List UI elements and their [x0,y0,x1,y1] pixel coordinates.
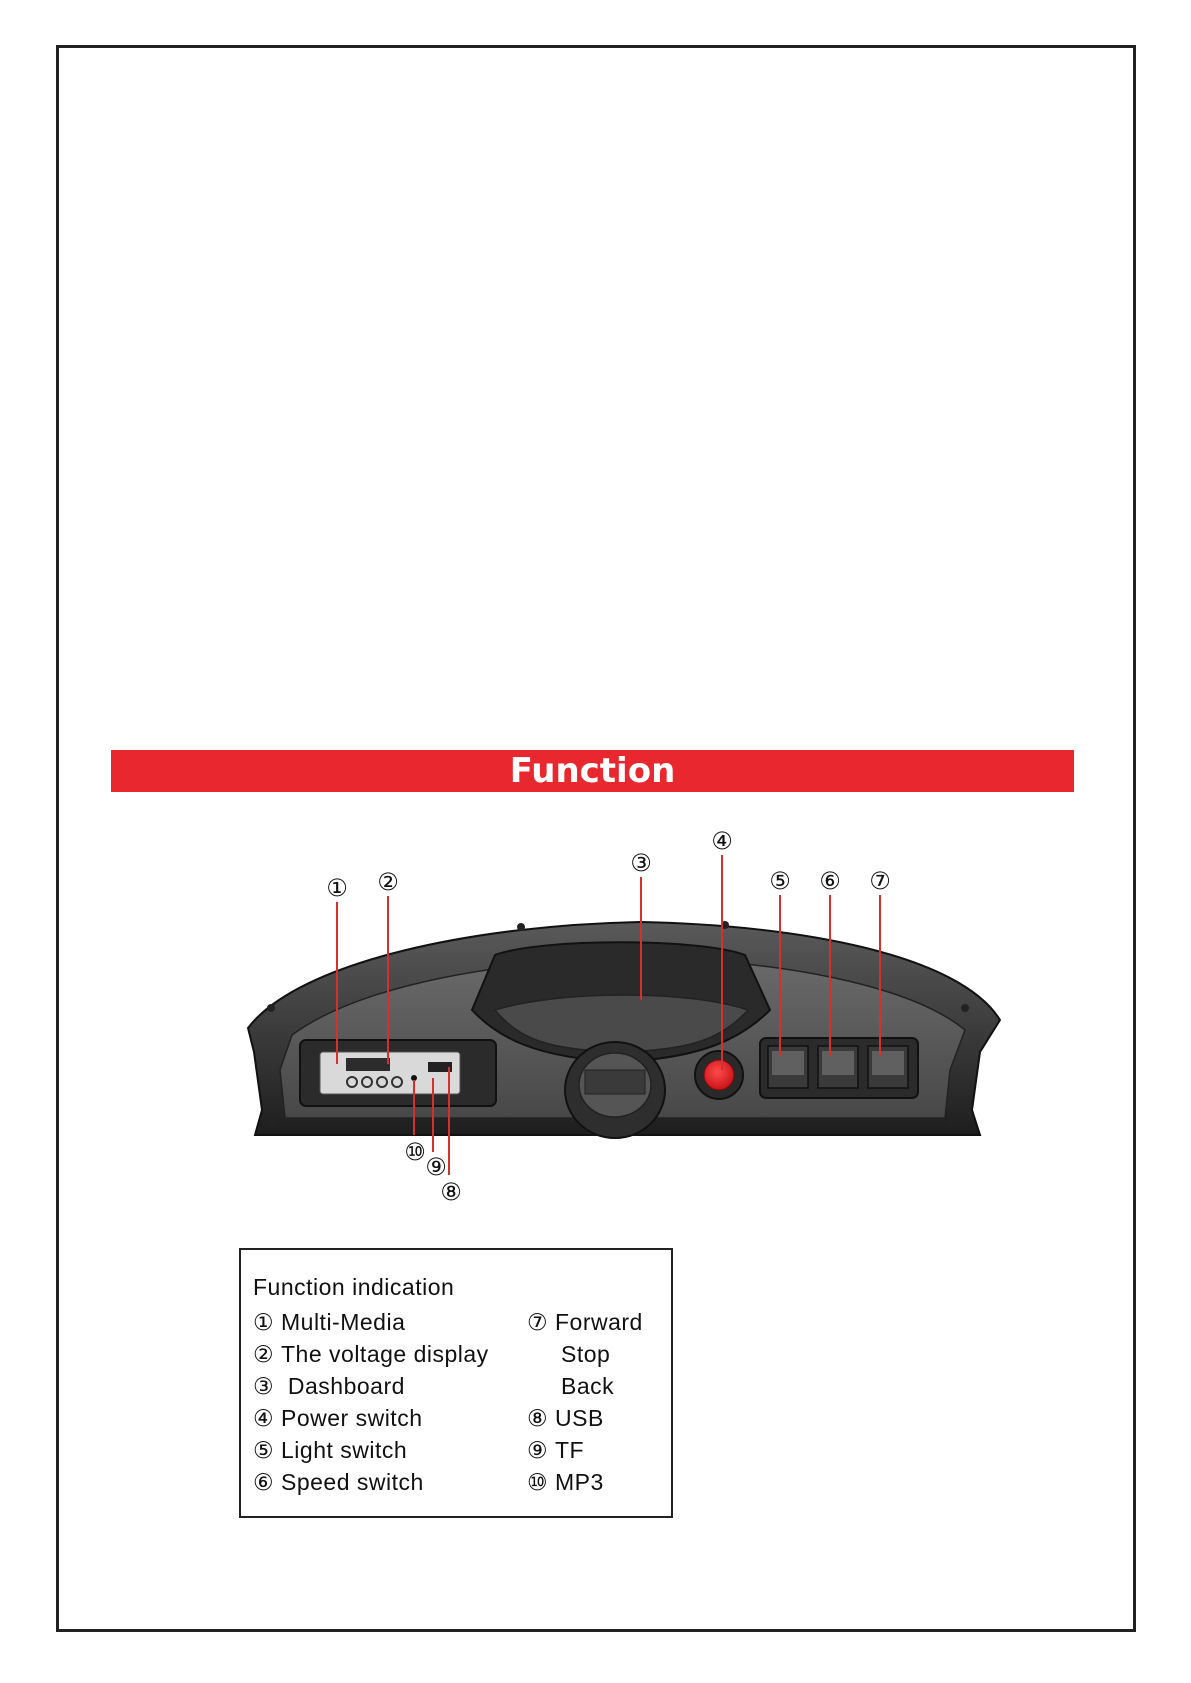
legend-number: ① [253,1309,275,1335]
forward-stop-back-switch [868,1046,908,1088]
callout-9: ⑨ [425,1153,447,1181]
callout-8: ⑧ [440,1178,462,1206]
legend-item [527,1466,643,1498]
callout-1: ① [326,874,348,902]
air-vent [565,1042,665,1138]
legend-label: Stop [561,1341,611,1367]
legend-item [253,1338,489,1370]
legend-title: Function indication [253,1274,455,1300]
legend-number: ⑤ [253,1437,275,1463]
legend-right-column [527,1306,643,1498]
legend-item [527,1402,643,1434]
callout-10: ⑩ [404,1138,426,1166]
legend-item [527,1434,643,1466]
legend-number: ④ [253,1405,275,1431]
legend-item [527,1338,643,1370]
legend-label: USB [555,1405,604,1431]
legend-number: ② [253,1341,275,1367]
legend-number: ⑨ [527,1437,549,1463]
legend-label: MP3 [555,1469,604,1495]
legend-item [253,1370,489,1402]
legend-label: Speed switch [281,1469,424,1495]
legend-label: Power switch [281,1405,423,1431]
power-switch-button [695,1051,743,1099]
legend-item [253,1466,489,1498]
light-switch [768,1046,808,1088]
speed-switch [818,1046,858,1088]
multi-media-panel [300,1040,496,1106]
legend-item [253,1434,489,1466]
legend-number: ⑥ [253,1469,275,1495]
legend-number: ⑩ [527,1469,549,1495]
callout-2: ② [377,868,399,896]
legend-number: ③ [253,1373,275,1399]
legend-label: Back [561,1373,615,1399]
callout-6: ⑥ [819,867,841,895]
legend-label: Dashboard [281,1373,405,1399]
legend-label: Light switch [281,1437,408,1463]
section-title-banner: Function [111,750,1074,792]
callout-5: ⑤ [769,867,791,895]
legend-item [527,1306,643,1338]
legend-label: TF [555,1437,585,1463]
legend-left-column [253,1306,489,1498]
legend-item [527,1370,643,1402]
legend-item [253,1306,489,1338]
callout-3: ③ [630,849,652,877]
legend-label: Forward [555,1309,643,1335]
legend-item [253,1402,489,1434]
legend-label: The voltage display [281,1341,489,1367]
legend-number: ⑦ [527,1309,549,1335]
callout-4: ④ [711,827,733,855]
legend-label: Multi-Media [281,1309,406,1335]
callout-7: ⑦ [869,867,891,895]
switch-cluster [760,1038,918,1098]
legend-number: ⑧ [527,1405,549,1431]
function-legend [239,1248,673,1518]
